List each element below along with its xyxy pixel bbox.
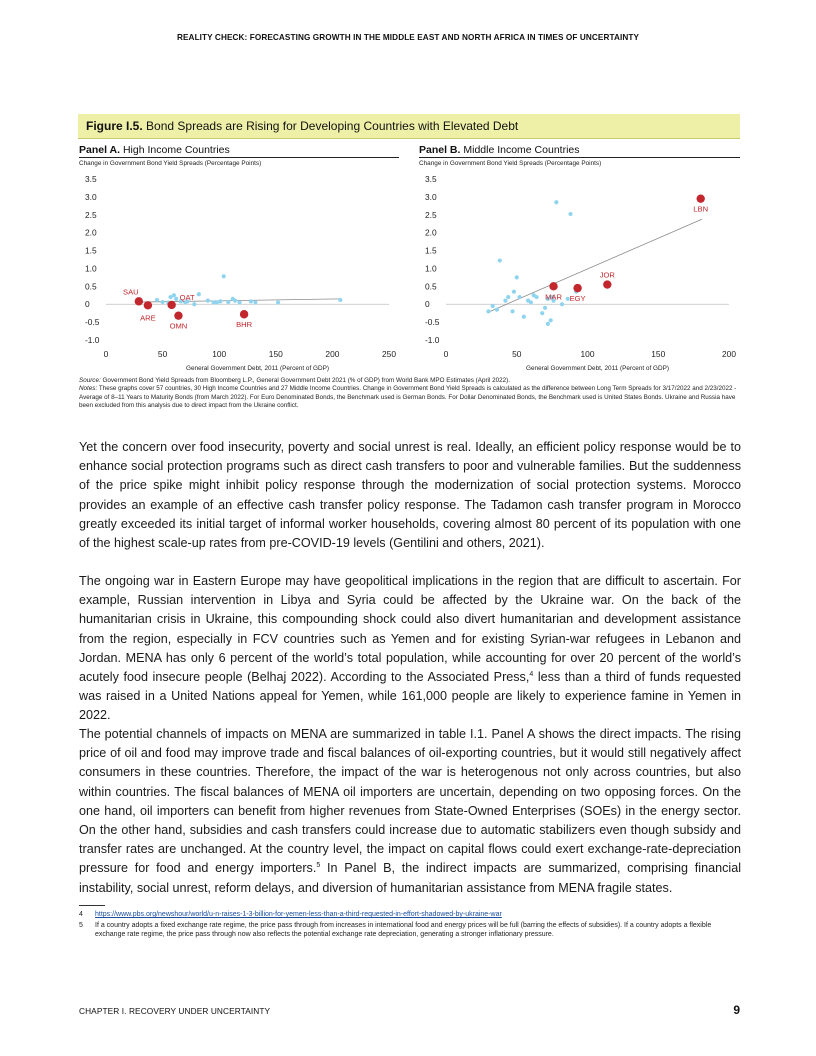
panel-b-title	[419, 144, 580, 156]
data-point	[197, 292, 201, 296]
x-tick-label: 0	[443, 349, 449, 359]
body-paragraph	[79, 572, 741, 726]
y-tick-label: 0	[425, 299, 430, 310]
panel-a-label: Panel A.	[79, 144, 121, 156]
page-number: 9	[733, 1003, 740, 1017]
data-point	[543, 306, 547, 310]
data-point	[218, 299, 222, 303]
data-point	[512, 290, 516, 294]
panel-a-ylabel: Change in Government Bond Yield Spreads (Percentage Points)	[79, 160, 262, 167]
highlight-point-egy	[573, 284, 581, 292]
data-point	[237, 300, 241, 304]
point-label: MAR	[545, 292, 562, 302]
point-label: EGY	[569, 294, 586, 304]
x-axis-label: General Government Debt, 2011 (Percent of GDP)	[185, 365, 330, 372]
data-point	[233, 299, 237, 303]
figure-title	[86, 119, 518, 133]
panel-a-title-text: High Income Countries	[122, 144, 230, 156]
data-point	[506, 295, 510, 299]
data-point	[155, 298, 159, 302]
y-tick-label: 2.0	[85, 227, 97, 238]
x-tick-label: 0	[103, 349, 109, 359]
point-label: QAT	[179, 292, 195, 302]
data-point	[517, 295, 521, 299]
y-tick-label: -1.0	[85, 335, 100, 345]
y-tick-label: 2.5	[85, 209, 97, 220]
point-label: SAU	[123, 287, 139, 297]
data-point	[529, 300, 533, 304]
running-header: REALITY CHECK: FORECASTING GROWTH IN THE MIDDLE EAST AND NORTH AFRICA IN TIMES OF UNCERTAINTY	[176, 33, 640, 42]
highlight-point-qat	[167, 301, 175, 309]
footnote-ref[interactable]: 4	[529, 670, 534, 678]
y-tick-label: 3.0	[425, 191, 437, 202]
panel-b-ylabel: Change in Government Bond Yield Spreads (Percentage Points)	[419, 160, 602, 167]
paragraph-text: The ongoing war in Eastern Europe may have geopolitical implications in the region that are difficult to ascertain. For example, Russian intervention in Libya and Syria could be affected by the Ukraine war. On the back of the humanitarian crisis in Ukraine, this compounding shock could also divert humanitarian and development assistance from the region, especially in FCV countries such as Yemen and for existing Syrian-war refugees in Lebanon and Jordan. MENA has only 6 percent of the world’s total population, while accounting for over 20 percent of the world’s acutely food insecure people (Belhaj 2022). According to the Associated Press,	[79, 574, 741, 685]
point-label: OMN	[169, 321, 188, 331]
highlight-point-lbn	[697, 194, 705, 202]
panel-b-rule	[419, 157, 740, 158]
figure-title-bar	[78, 114, 740, 139]
y-tick-label: -0.5	[85, 317, 100, 328]
data-point	[226, 300, 230, 304]
highlight-point-bhr	[240, 310, 248, 318]
panel-b-scatter-chart	[418, 168, 748, 376]
figure-title-text: Bond Spreads are Rising for Developing Countries with Elevated Debt	[146, 119, 519, 133]
footnote-number: 4	[79, 911, 83, 918]
data-point	[554, 200, 558, 204]
data-point	[338, 298, 342, 302]
footnote-rule	[79, 905, 105, 906]
data-point	[253, 300, 257, 304]
data-point	[172, 293, 176, 297]
x-tick-label: 250	[382, 349, 396, 359]
point-label: JOR	[599, 270, 615, 280]
data-point	[161, 300, 165, 304]
y-tick-label: 2.0	[425, 227, 437, 238]
data-point	[515, 275, 519, 279]
body-paragraph: Yet the concern over food insecurity, poverty and social unrest is real. Ideally, an efficient policy response would be to enhance social protection programs such as direct cash transfers to poor and vulnerable families. But the suddenness of the price spike might inhibit policy response through the modernization of social protection systems. Morocco provides an example of an effective cash transfer policy response. The Tadamon cash transfer program in Morocco greatly exceeded its initial target of informal worker households, covering almost 80 percent of its population with one of the highest scale-up rates from pre-COVID-19 levels (Gentilini and others, 2021).	[79, 440, 741, 551]
highlight-point-jor	[603, 280, 611, 288]
data-point	[568, 212, 572, 216]
source-text: Government Bond Yield Spreads from Bloomberg L.P., General Government Debt 2021 (% of GDP) from World Bank MPO Estimates (April 2022).	[102, 377, 510, 384]
y-tick-label: 2.5	[425, 209, 437, 220]
y-tick-label: 1.0	[425, 263, 437, 274]
x-tick-label: 100	[580, 349, 595, 359]
x-tick-label: 50	[512, 349, 522, 359]
data-point	[206, 299, 210, 303]
x-tick-label: 150	[268, 349, 283, 359]
data-point	[534, 295, 538, 299]
y-tick-label: 0.5	[85, 281, 97, 292]
y-tick-label: 0.5	[425, 281, 437, 292]
y-tick-label: -1.0	[425, 335, 440, 345]
highlight-point-mar	[549, 282, 557, 290]
data-point	[174, 297, 178, 301]
figure-notes-text	[79, 385, 741, 410]
footnote-link[interactable]: https://www.pbs.org/newshour/world/u-n-raises-1-3-billion-for-yemen-less-than-a-third-requested-in-effort-shadowed-by-ukraine-war	[95, 911, 502, 918]
point-label: BHR	[236, 320, 253, 330]
data-point	[522, 315, 526, 319]
highlight-point-are	[144, 301, 152, 309]
data-point	[546, 322, 550, 326]
body-paragraph	[79, 725, 741, 898]
data-point	[498, 258, 502, 262]
panel-b-title-text: Middle Income Countries	[463, 144, 580, 156]
highlight-point-omn	[174, 311, 182, 319]
footer-chapter: CHAPTER I. RECOVERY UNDER UNCERTAINTY	[79, 1006, 271, 1016]
data-point	[192, 302, 196, 306]
data-point	[495, 307, 499, 311]
y-tick-label: -0.5	[425, 317, 440, 328]
data-point	[560, 302, 564, 306]
panel-a-rule	[79, 157, 399, 158]
figure-label: Figure I.5.	[86, 119, 143, 133]
data-point	[249, 299, 253, 303]
y-tick-label: 1.0	[85, 263, 97, 274]
x-tick-label: 100	[212, 349, 227, 359]
data-point	[486, 309, 490, 313]
y-tick-label: 3.5	[425, 174, 437, 184]
data-point	[510, 309, 514, 313]
footnote	[79, 910, 741, 919]
paragraph-text: The potential channels of impacts on MENA are summarized in table I.1. Panel A shows the direct impacts. The rising price of oil and food may improve trade and fiscal balances of oil-exporting countries, but it would still negatively affect consumers in these countries. Therefore, the impact of the war is heterogenous not only across countries, but also within countries. The fiscal balances of MENA oil importers are uncertain, depending on two opposing forces. On the one hand, oil importers can benefit from higher revenues from State-Owned Enterprises (SOEs) in the energy sector. On the other hand, subsidies and cash transfers could increase due to automatic stabilizers even though subsidy and transfer rates are unchanged. At the country level, the impact on capital flows could exert exchange-rate-depreciation pressure for food and energy importers.	[79, 727, 741, 876]
panel-a-scatter-chart	[78, 168, 408, 376]
figure-notes	[79, 377, 741, 410]
y-tick-label: 3.5	[85, 174, 97, 184]
data-point	[491, 304, 495, 308]
source-label: Source:	[79, 377, 101, 384]
notes-label: Notes:	[79, 385, 98, 393]
y-tick-label: 1.5	[425, 245, 437, 256]
data-point	[276, 300, 280, 304]
panel-b-label: Panel B.	[419, 144, 461, 156]
footnote-text: If a country adopts a fixed exchange rate regime, the price pass through from increases in international food and energy prices will be full (barring the effects of subsidies). If a country adopts a flexible exchange rate regime, the price pass through now also reflects the potential exchange rate depreciation, generating a stronger inflationary pressure.	[95, 922, 712, 939]
x-tick-label: 50	[157, 349, 168, 359]
x-tick-label: 200	[325, 349, 340, 359]
data-point	[222, 274, 226, 278]
paragraph-text: In Panel B, the indirect impacts are summarized, comprising financial instability, social unrest, reform delays, and diversion of humanitarian assistance from MENA fragile states.	[79, 861, 741, 895]
footnote	[79, 921, 741, 940]
highlight-point-sau	[135, 297, 143, 305]
data-point	[503, 299, 507, 303]
panel-a-title	[79, 144, 230, 156]
data-point	[549, 318, 553, 322]
footnote-ref[interactable]: 5	[316, 862, 321, 870]
y-tick-label: 3.0	[85, 191, 97, 202]
x-axis-label: General Government Debt, 2011 (Percent of GDP)	[525, 365, 670, 372]
y-tick-label: 0	[85, 299, 90, 310]
y-tick-label: 1.5	[85, 245, 97, 256]
footnote-number: 5	[79, 922, 83, 929]
data-point	[540, 311, 544, 315]
notes-text: These graphs cover 57 countries, 30 High Income Countries and 27 Middle Income Countries. Change in Government Bond Yield Spreads is calculated as the difference between Long Term Spreads for 3/17/2022 and 2/23/2022 - Average of 8–11 Years to Maturity Bonds (from March 2022). For Euro Denominated Bonds, the Benchmark used is German Bonds. For Dollar Denominated Bonds, the Benchmark used is United States Bonds. Ukraine and Russia have been excluded from this analysis due to direct impact from the Ukraine conflict.	[79, 385, 737, 409]
point-label: LBN	[693, 204, 709, 214]
paragraph-text: less than a third of funds requested was raised in a United Nations appeal for Yemen, while 161,000 people are likely to experience famine in Yemen in 2022.	[79, 670, 741, 723]
x-tick-label: 150	[651, 349, 666, 359]
figure-source	[79, 377, 741, 385]
point-label: ARE	[140, 313, 156, 323]
x-tick-label: 200	[722, 349, 736, 359]
